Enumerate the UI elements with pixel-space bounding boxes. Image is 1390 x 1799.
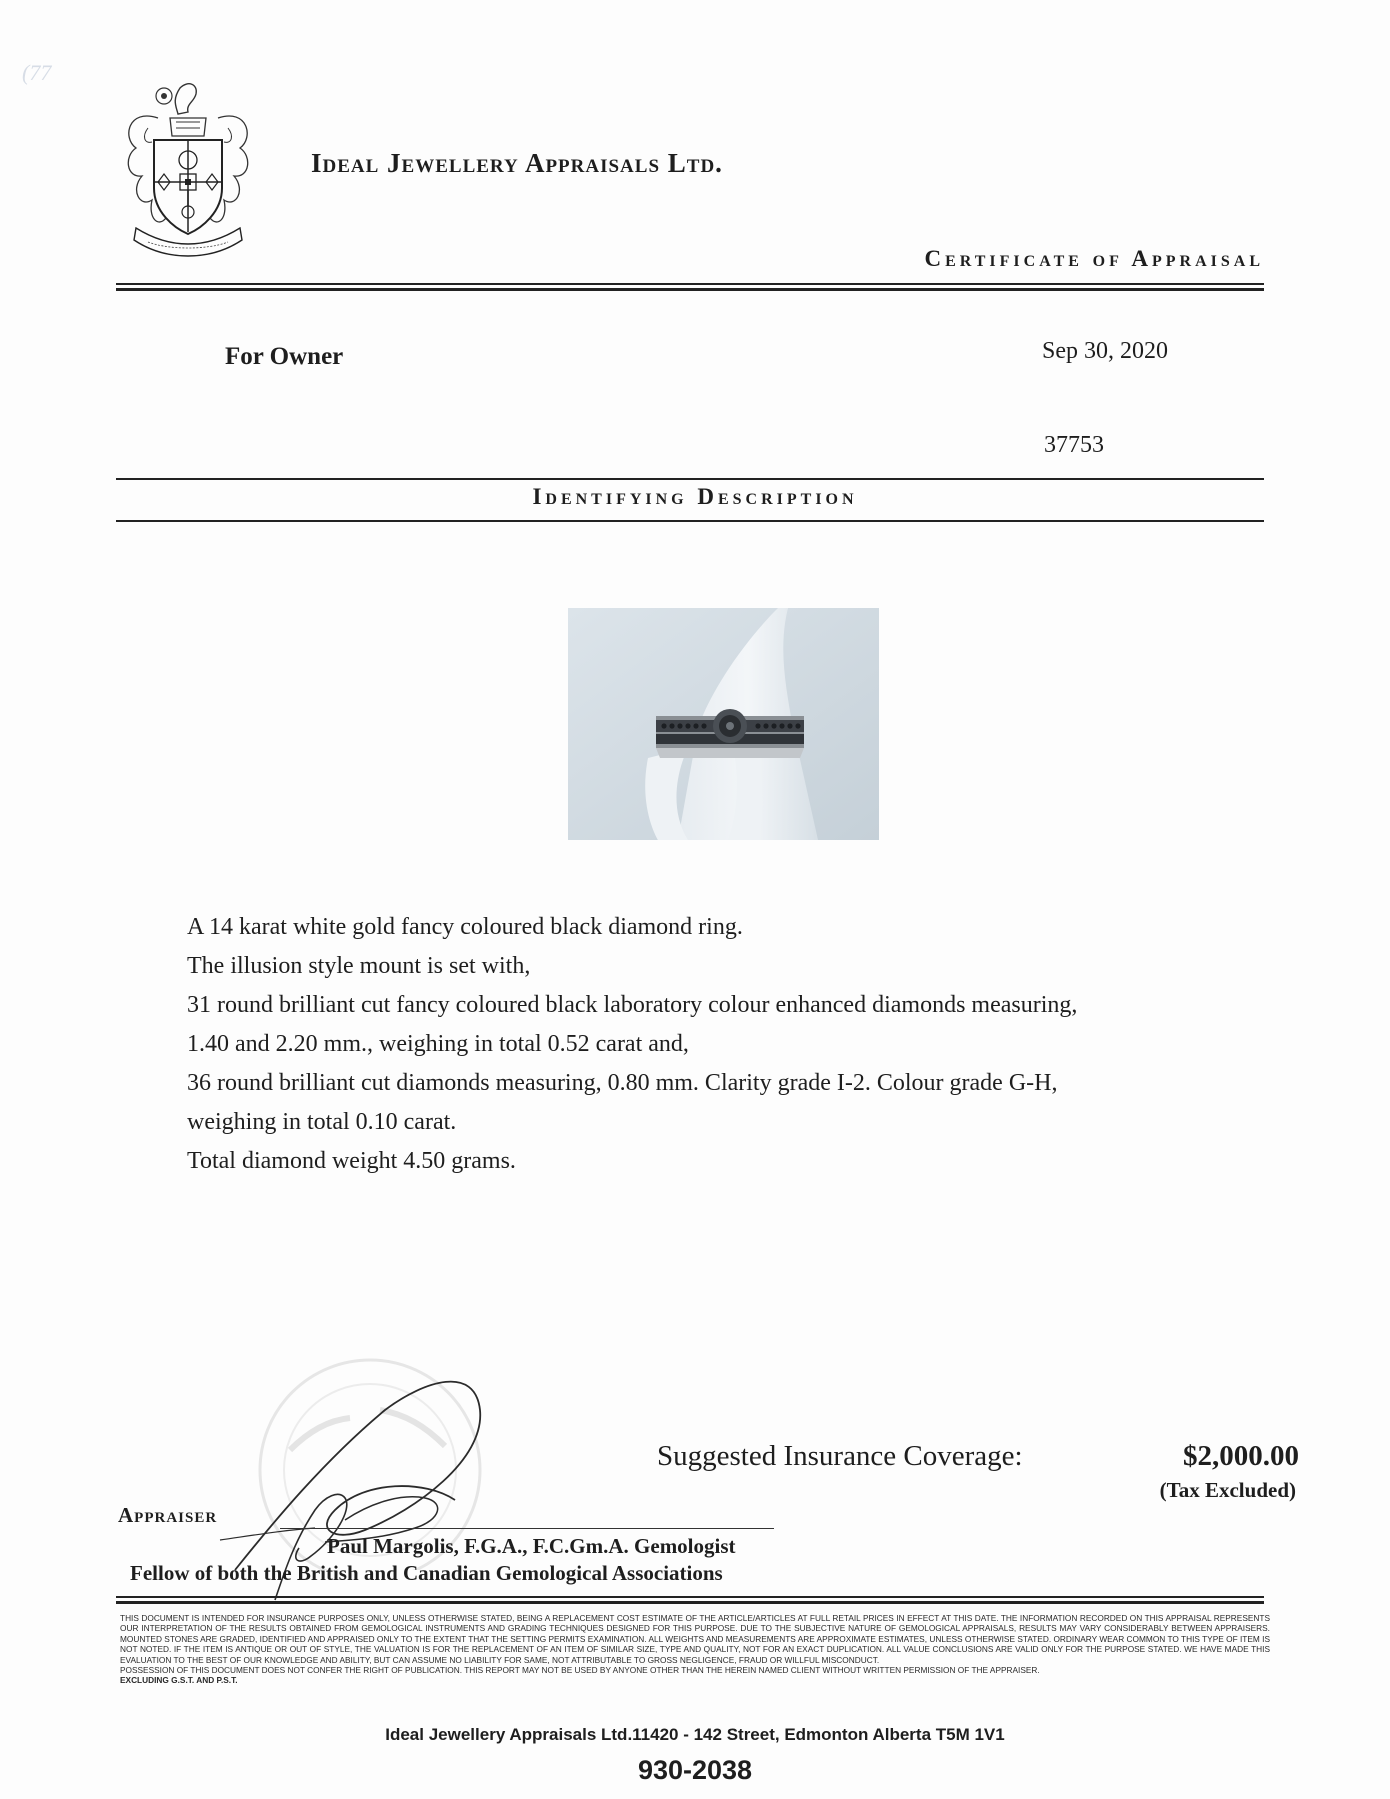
description-line: 36 round brilliant cut diamonds measuring, 0.80 mm. Clarity grade I-2. Colour grade G-H, [187,1070,1058,1096]
margin-pencil-mark: (77 [22,60,52,85]
company-name: Ideal Jewellery Appraisals Ltd. [311,148,723,178]
appraiser-credentials: Fellow of both the British and Canadian Gemological Associations [130,1561,723,1585]
company-phone: 930-2038 [637,1755,753,1785]
description-line: 31 round brilliant cut fancy coloured black laboratory colour enhanced diamonds measuring, [187,992,1078,1018]
description-line: weighing in total 0.10 carat. [187,1109,457,1135]
disclaimer-tax: EXCLUDING G.S.T. AND P.S.T. [120,1675,238,1686]
insurance-coverage-label: Suggested Insurance Coverage: [657,1440,1023,1472]
appraiser-name: Paul Margolis, F.G.A., F.C.Gm.A. Gemologist [327,1534,736,1558]
certificate-title: Certificate of Appraisal [924,246,1264,271]
tax-note: (Tax Excluded) [1159,1478,1296,1502]
description-line: 1.40 and 2.20 mm., weighing in total 0.52 carat and, [187,1031,689,1057]
insurance-coverage-amount: $2,000.00 [1183,1440,1299,1472]
appraisal-date: Sep 30, 2020 [1042,338,1168,364]
section-divider [116,520,1264,522]
footer-divider [116,1601,1264,1604]
owner-label: For Owner [225,343,344,370]
signature-line [280,1528,774,1529]
company-address: Ideal Jewellery Appraisals Ltd.11420 - 142 Street, Edmonton Alberta T5M 1V1 [385,1725,1005,1744]
header-divider [116,288,1264,291]
description-line: A 14 karat white gold fancy coloured black diamond ring. [187,914,743,940]
certificate-number: 37753 [1044,432,1104,458]
description-line: Total diamond weight 4.50 grams. [187,1148,516,1174]
disclaimer-publication: POSSESSION OF THIS DOCUMENT DOES NOT CONFER THE RIGHT OF PUBLICATION. THIS REPORT MAY NOT BE USED BY ANYONE OTHER THAN THE HEREIN NAMED CLIENT WITHOUT WRITTEN PERMISSION OF THE APPRAISER. [120,1665,1040,1676]
footer-divider [116,1596,1264,1598]
item-description [187,908,1077,1181]
appraiser-label: Appraiser [118,1503,218,1527]
description-line: The illusion style mount is set with, [187,953,531,979]
header-divider [116,283,1264,285]
coat-of-arms-logo [118,78,258,266]
disclaimer [120,1613,1270,1686]
identifying-description-title: Identifying Description [532,484,858,509]
ring-photograph [568,608,879,840]
disclaimer-text: THIS DOCUMENT IS INTENDED FOR INSURANCE PURPOSES ONLY, UNLESS OTHERWISE STATED, BEING A REPLACEMENT COST ESTIMATE OF THE ARTICLE/ARTICLES AT FULL RETAIL PRICES IN EFFECT AT THIS DATE. THE INFORMATION RECORDED ON THIS APPRAISAL REPRESENTS OUR INTERPRETATION OF THE RESULTS OBTAINED FROM GEMOLOGICAL INSTRUMENTS AND GRADING TECHNIQUES DESIGNED FOR THIS PURPOSE. DUE TO THE SUBJECTIVE NATURE OF GEMOLOGICAL APPRAISALS, RESULTS MAY VARY CONSIDERABLY BETWEEN APPRAISERS. MOUNTED STONES ARE GRADED, IDENTIFIED AND APPRAISED ONLY TO THE EXTENT THAT THE SETTING PERMITS EXAMINATION. ALL WEIGHTS AND MEASUREMENTS ARE APPROXIMATE ESTIMATES, UNLESS OTHERWISE STATED. ORDINARY WEAR COMMON TO THIS TYPE OF ITEM IS NOT NOTED. IF THE ITEM IS ANTIQUE OR OUT OF STYLE, THE VALUATION IS FOR THE REPLACEMENT OF AN ITEM OF SIMILAR SIZE, TYPE AND QUALITY, NOT FOR AN EXACT DUPLICATION. ALL VALUE CONCLUSIONS ARE VALID ONLY FOR THE PURPOSE STATED. WE HAVE MADE THIS EVALUATION TO THE BEST OF OUR KNOWLEDGE AND ABILITY, BUT CAN ASSUME NO LIABILITY FOR SAME, NOT ATTRIBUTABLE TO GROSS NEGLIGENCE, FRAUD OR WILLFUL MISCONDUCT. [120,1613,1270,1665]
section-divider [116,478,1264,480]
